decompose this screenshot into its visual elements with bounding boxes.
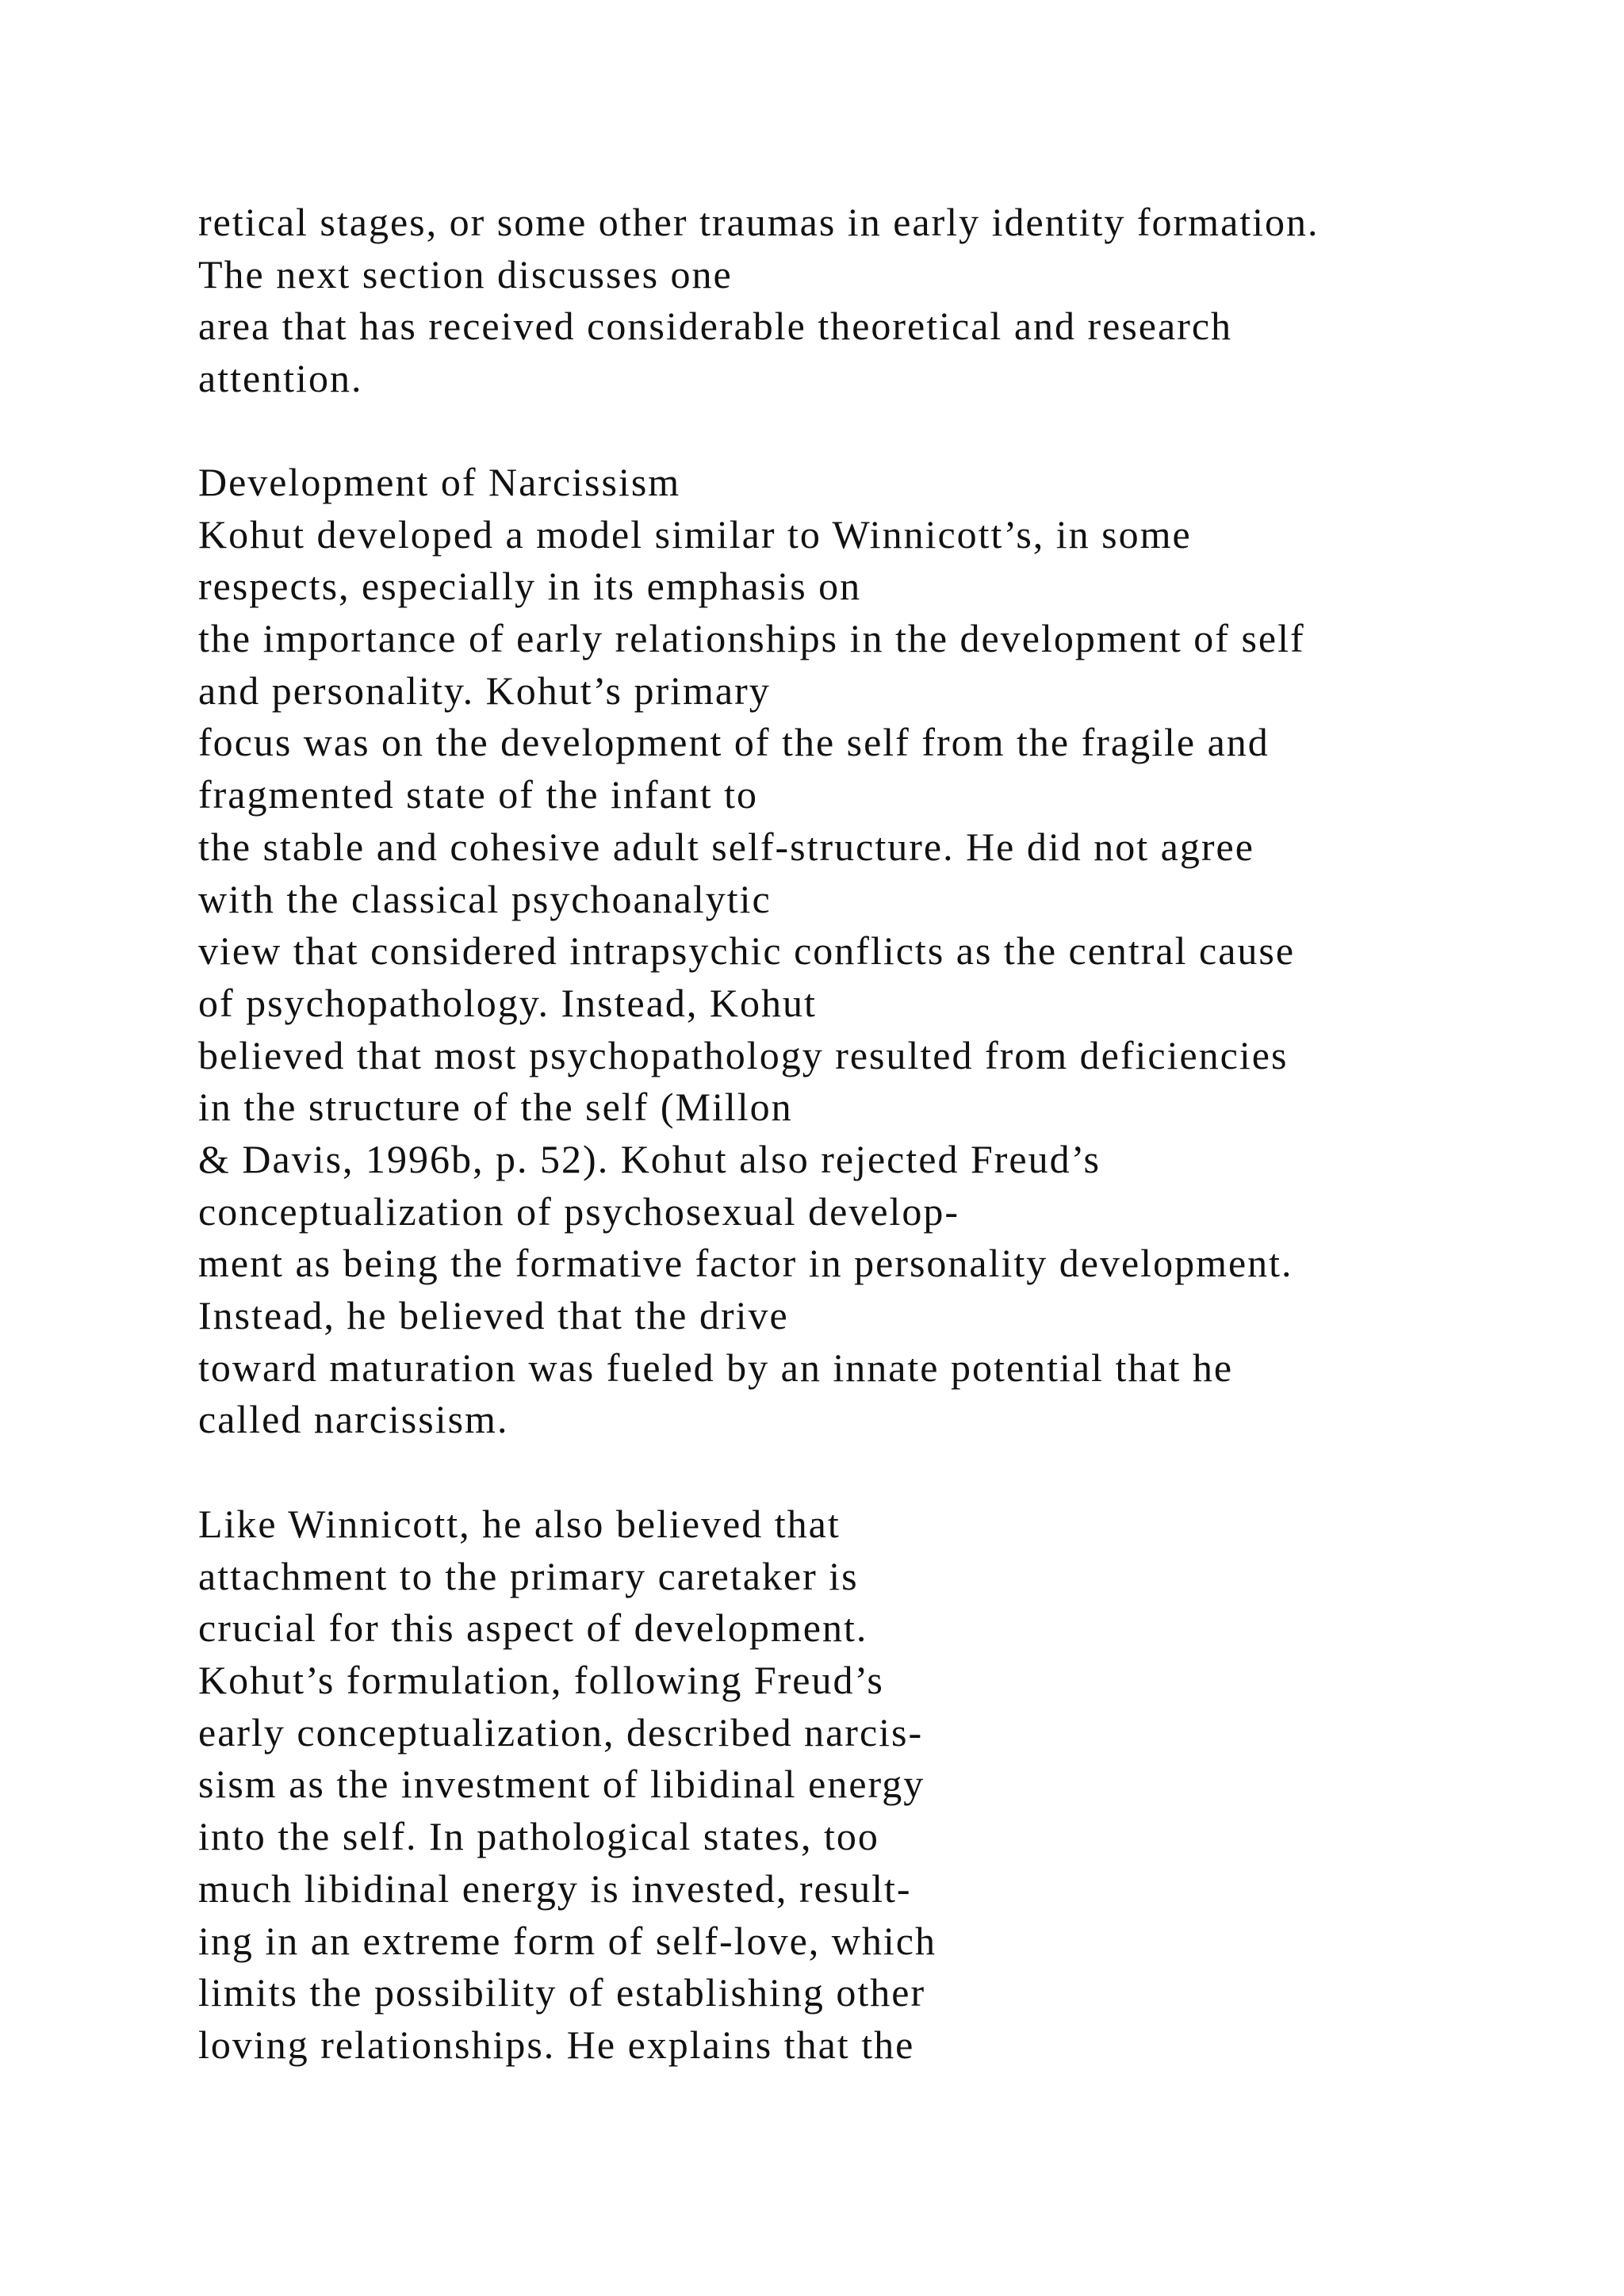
text-line: & Davis, 1996b, p. 52). Kohut also rejected Freud’s [198,1136,1101,1181]
text-line: limits the possibility of establishing other [198,1970,926,2015]
text-line: retical stages, or some other traumas in early identity formation. [198,200,1320,244]
opening-paragraph [198,197,1546,405]
text-line: Like Winnicott, he also believed that [198,1502,841,1546]
text-line: loving relationships. He explains that the [198,2022,915,2067]
text-line: conceptualization of psychosexual develop- [198,1188,960,1234]
text-line: toward maturation was fueled by an innate potential that he [198,1345,1234,1390]
text-line: believed that most psychopathology resulted from deficiencies [198,1032,1289,1077]
text-line: focus was on the development of the self from the fragile and [198,720,1270,765]
text-line: respects, especially in its emphasis on [198,564,862,609]
text-line: much libidinal energy is invested, result- [198,1866,912,1911]
section-heading: Development of Narcissism [198,460,681,504]
text-line: sism as the investment of libidinal energy [198,1762,925,1807]
text-line: into the self. In pathological states, too [198,1814,879,1859]
text-line: and personality. Kohut’s primary [198,668,771,713]
text-line: early conceptualization, described narcis- [198,1709,924,1755]
text-line: the stable and cohesive adult self-structure. He did not agree [198,824,1254,869]
text-line: Instead, he believed that the drive [198,1293,789,1337]
text-line: called narcissism. [198,1397,509,1442]
text-line: attention. [198,356,363,401]
text-line: the importance of early relationships in the development of self [198,616,1305,661]
text-line: ment as being the formative factor in personality development. [198,1241,1293,1286]
text-line: with the classical psychoanalytic [198,876,772,921]
text-line: attachment to the primary caretaker is [198,1553,859,1598]
text-line: of psychopathology. Instead, Kohut [198,980,817,1025]
text-line: ing in an extreme form of self-love, which [198,1918,936,1963]
text-line: crucial for this aspect of development. [198,1605,868,1651]
text-line: The next section discusses one [198,251,733,297]
text-line: fragmented state of the infant to [198,772,759,817]
narcissism-section [198,457,1546,1446]
text-line: Kohut’s formulation, following Freud’s [198,1658,884,1703]
text-line: Kohut developed a model similar to Winnicott’s, in some [198,511,1192,557]
winnicott-paragraph [198,1498,1546,2072]
text-line: in the structure of the self (Millon [198,1085,793,1130]
text-line: area that has received considerable theoretical and research [198,304,1233,349]
text-line: view that considered intrapsychic conflicts as the central cause [198,928,1296,974]
